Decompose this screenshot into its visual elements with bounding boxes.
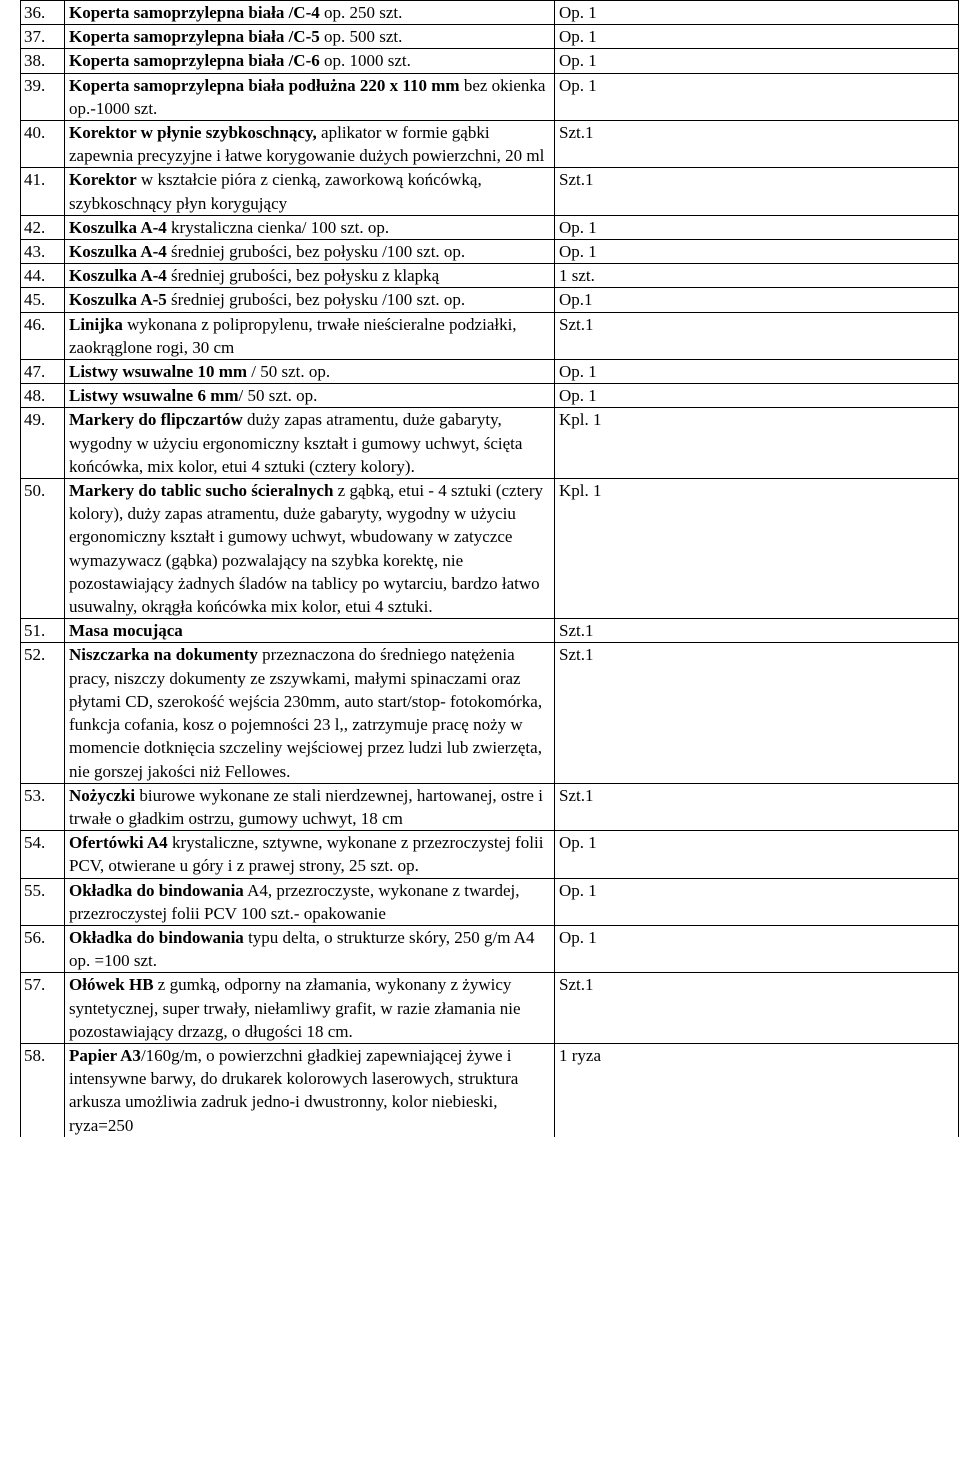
item-title: Koperta samoprzylepna biała /C-5 — [69, 27, 320, 47]
item-description — [65, 408, 555, 479]
item-description — [65, 168, 555, 215]
item-details: bez okienka op.-1000 szt. — [69, 75, 546, 118]
item-number: 43. — [21, 240, 65, 264]
item-details: biurowe wykonane ze stali nierdzewnej, hartowanej, ostre i trwałe o gładkim ostrzu, gumowy uchwyt, 18 cm — [69, 785, 543, 828]
item-description — [65, 312, 555, 359]
item-number: 49. — [21, 408, 65, 479]
item-title: Papier A3 — [69, 1045, 141, 1065]
item-title: Koszulka A-4 — [69, 217, 167, 237]
table-row — [21, 73, 959, 120]
item-title: Korektor — [69, 170, 137, 190]
table-row — [21, 408, 959, 479]
item-number: 38. — [21, 49, 65, 73]
item-title: Koszulka A-4 — [69, 242, 167, 262]
item-quantity: Op. 1 — [555, 25, 959, 49]
item-details: przeznaczona do średniego natężenia pracy, niszczy dokumenty ze zszywkami, małymi spinaczami oraz płytami CD, szerokość wejścia 230mm, auto start/stop- fotokomórka, funkcja cofania, kosz o pojemności 23 l,, zatrzymuje pracę noży w momencie dotknięcia szczeliny wejściowej przez ludzi lub zwierzęta, nie gorszej jakości niż Fellowes. — [69, 645, 543, 781]
item-details: z gąbką, etui - 4 sztuki (cztery kolory), duży zapas atramentu, duże gabaryty, wygodny w użyciu ergonomiczny kształt i gumowy uchwyt, wbudowany w zatyczce wymazywacz (gąbka) pozwalający na szybka korektę, nie pozostawiający żadnych śladów na tablicy po wytarciu, bardzo łatwo usuwalny, okrągła końcówka mix kolor, etui 4 sztuki. — [69, 481, 543, 617]
item-quantity: Szt.1 — [555, 168, 959, 215]
item-details: średniej grubości, bez połysku z klapką — [166, 266, 440, 286]
item-quantity: Szt.1 — [555, 121, 959, 168]
item-title: Ołówek HB — [69, 975, 154, 995]
table-row — [21, 643, 959, 783]
table-row — [21, 1043, 959, 1136]
item-description — [65, 973, 555, 1044]
table-row — [21, 973, 959, 1044]
item-number: 45. — [21, 288, 65, 312]
item-number: 42. — [21, 215, 65, 239]
item-quantity: Op. 1 — [555, 925, 959, 972]
item-number: 51. — [21, 619, 65, 643]
table-row — [21, 360, 959, 384]
item-quantity: Op. 1 — [555, 878, 959, 925]
item-quantity: Op. 1 — [555, 73, 959, 120]
item-details: średniej grubości, bez połysku /100 szt. op. — [166, 242, 466, 262]
item-details: /160g/m, o powierzchni gładkiej zapewniającej żywe i intensywne barwy, do drukarek kolorowych laserowych, struktura arkusza umożliwia zadruk jedno-i dwustronny, kolor niebieski, ryza=250 — [69, 1045, 519, 1135]
item-details: op. 500 szt. — [319, 27, 403, 47]
item-number: 57. — [21, 973, 65, 1044]
item-title: Markery do flipczartów — [69, 410, 243, 430]
item-description — [65, 479, 555, 619]
table-row — [21, 240, 959, 264]
item-title: Okładka do bindowania — [69, 880, 244, 900]
item-number: 37. — [21, 25, 65, 49]
table-row — [21, 264, 959, 288]
item-number: 53. — [21, 783, 65, 830]
item-title: Ofertówki A4 — [69, 833, 168, 853]
item-number: 56. — [21, 925, 65, 972]
item-description — [65, 73, 555, 120]
item-number: 55. — [21, 878, 65, 925]
table-row — [21, 878, 959, 925]
table-row — [21, 121, 959, 168]
item-quantity: Szt.1 — [555, 973, 959, 1044]
item-quantity: Op. 1 — [555, 360, 959, 384]
item-details: aplikator w formie gąbki zapewnia precyzyjne i łatwe korygowanie dużych powierzchni, 20 ml — [69, 123, 545, 166]
item-number: 52. — [21, 643, 65, 783]
item-description — [65, 783, 555, 830]
item-number: 58. — [21, 1043, 65, 1136]
item-description — [65, 360, 555, 384]
table-row — [21, 925, 959, 972]
item-quantity: 1 szt. — [555, 264, 959, 288]
item-quantity: Szt.1 — [555, 619, 959, 643]
item-title: Okładka do bindowania — [69, 927, 244, 947]
item-details: wykonana z polipropylenu, trwałe nieścieralne podziałki, zaokrąglone rogi, 30 cm — [69, 314, 517, 357]
item-details: A4, przezroczyste, wykonane z twardej, przezroczystej folii PCV 100 szt.- opakowanie — [69, 880, 520, 923]
item-title: Nożyczki — [69, 785, 136, 805]
table-row — [21, 168, 959, 215]
item-number: 54. — [21, 831, 65, 878]
item-description — [65, 25, 555, 49]
item-details: duży zapas atramentu, duże gabaryty, wygodny w użyciu ergonomiczny kształt i gumowy uchwyt, ścięta końcówka, mix kolor, etui 4 sztuki (cztery kolory). — [69, 410, 523, 476]
item-details: / 50 szt. op. — [247, 362, 331, 382]
item-description — [65, 121, 555, 168]
item-title: Koperta samoprzylepna biała podłużna 220 x 110 mm — [69, 75, 460, 95]
item-description — [65, 240, 555, 264]
table-row — [21, 783, 959, 830]
table-row — [21, 384, 959, 408]
table-row — [21, 619, 959, 643]
item-number: 39. — [21, 73, 65, 120]
table-row — [21, 215, 959, 239]
item-description — [65, 619, 555, 643]
item-description — [65, 49, 555, 73]
item-title: Koszulka A-4 — [69, 266, 167, 286]
item-title: Koszulka A-5 — [69, 290, 167, 310]
item-quantity: 1 ryza — [555, 1043, 959, 1136]
item-quantity: Op. 1 — [555, 49, 959, 73]
item-number: 41. — [21, 168, 65, 215]
item-description — [65, 831, 555, 878]
item-quantity: Kpl. 1 — [555, 408, 959, 479]
item-title: Listwy wsuwalne 6 mm — [69, 386, 239, 406]
item-details: op. 1000 szt. — [319, 51, 411, 71]
item-number: 46. — [21, 312, 65, 359]
item-title: Koperta samoprzylepna biała /C-6 — [69, 51, 320, 71]
item-details: średniej grubości, bez połysku /100 szt. op. — [166, 290, 466, 310]
item-description — [65, 1, 555, 25]
item-quantity: Op. 1 — [555, 1, 959, 25]
item-details: krystaliczna cienka/ 100 szt. op. — [166, 217, 390, 237]
item-quantity: Kpl. 1 — [555, 479, 959, 619]
item-description — [65, 215, 555, 239]
item-details: / 50 szt. op. — [238, 386, 318, 406]
item-title: Niszczarka na dokumenty — [69, 645, 258, 665]
item-number: 47. — [21, 360, 65, 384]
item-number: 50. — [21, 479, 65, 619]
item-number: 48. — [21, 384, 65, 408]
item-details: krystaliczne, sztywne, wykonane z przezroczystej folii PCV, otwierane u góry i z prawej strony, 25 szt. op. — [69, 833, 544, 876]
item-description — [65, 384, 555, 408]
item-quantity: Szt.1 — [555, 312, 959, 359]
supplies-table — [20, 0, 959, 1137]
table-row — [21, 312, 959, 359]
table-row — [21, 25, 959, 49]
item-quantity: Op.1 — [555, 288, 959, 312]
item-quantity: Szt.1 — [555, 643, 959, 783]
item-quantity: Op. 1 — [555, 240, 959, 264]
table-row — [21, 49, 959, 73]
item-number: 36. — [21, 1, 65, 25]
item-title: Koperta samoprzylepna biała /C-4 — [69, 3, 320, 22]
item-title: Markery do tablic sucho ścieralnych — [69, 481, 334, 501]
item-description — [65, 1043, 555, 1136]
table-body — [21, 1, 959, 1137]
item-quantity: Op. 1 — [555, 384, 959, 408]
item-number: 44. — [21, 264, 65, 288]
item-quantity: Op. 1 — [555, 831, 959, 878]
table-row — [21, 1, 959, 25]
table-row — [21, 831, 959, 878]
item-description — [65, 264, 555, 288]
item-number: 40. — [21, 121, 65, 168]
item-description — [65, 878, 555, 925]
item-details: z gumką, odporny na złamania, wykonany z żywicy syntetycznej, super trwały, niełamliwy grafit, w razie złamania nie pozostawiający drzazg, o długości 18 cm. — [69, 975, 521, 1041]
item-title: Korektor w płynie szybkoschnący, — [69, 123, 317, 143]
item-description — [65, 643, 555, 783]
item-title: Listwy wsuwalne 10 mm — [69, 362, 248, 382]
item-quantity: Szt.1 — [555, 783, 959, 830]
table-row — [21, 288, 959, 312]
item-details: typu delta, o strukturze skóry, 250 g/m A4 op. =100 szt. — [69, 927, 535, 971]
item-details: w kształcie pióra z cienką, zaworkową końcówką, szybkoschnący płyn korygujący — [69, 170, 482, 213]
item-details: op. 250 szt. — [319, 3, 403, 22]
table-row — [21, 479, 959, 619]
item-description — [65, 925, 555, 972]
item-title: Masa mocująca — [69, 621, 183, 641]
item-description — [65, 288, 555, 312]
item-quantity: Op. 1 — [555, 215, 959, 239]
item-title: Linijka — [69, 314, 123, 334]
